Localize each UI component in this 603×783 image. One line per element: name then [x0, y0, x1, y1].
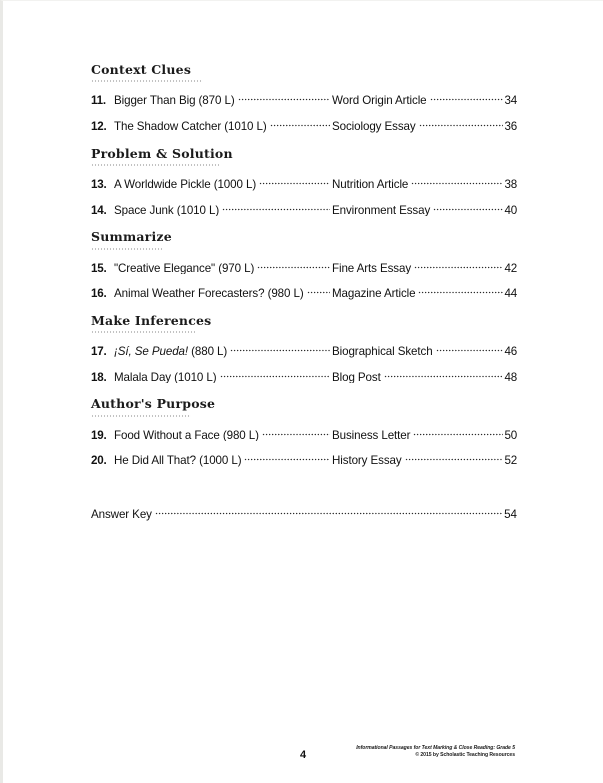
leader-dots	[436, 346, 503, 355]
answer-key-page-number: 54	[504, 507, 517, 521]
leader-dots	[419, 121, 503, 130]
section-heading-rule	[91, 80, 203, 82]
leader-dots	[155, 509, 502, 518]
leader-dots	[259, 179, 330, 188]
toc-entry[interactable]	[91, 372, 517, 384]
toc-section	[91, 63, 517, 133]
leader-dots	[238, 95, 330, 104]
section-entry-list	[91, 263, 517, 300]
entry-genre-cell	[332, 263, 505, 275]
entry-title-cell	[114, 346, 332, 358]
entry-title: A Worldwide Pickle (1000 L)	[114, 178, 257, 191]
answer-key-label: Answer Key	[91, 507, 152, 521]
entry-title-italic: ¡Sí, Se Pueda!	[114, 346, 189, 358]
entry-page-number: 52	[504, 454, 517, 468]
entry-title-cell	[114, 121, 332, 133]
leader-dots	[220, 372, 331, 381]
entry-genre: Business Letter	[332, 429, 411, 442]
entry-genre-cell	[332, 95, 505, 107]
entry-title-cell	[114, 179, 332, 191]
toc-entry[interactable]	[91, 179, 517, 191]
section-heading-rule	[91, 164, 219, 166]
entry-title: The Shadow Catcher (1010 L)	[114, 120, 267, 133]
entry-title: Malala Day (1010 L)	[114, 371, 217, 384]
entry-number: 16.	[91, 287, 107, 301]
entry-genre: Fine Arts Essay	[332, 262, 412, 275]
entry-title: "Creative Elegance" (970 L)	[114, 262, 255, 275]
page-number: 4	[299, 749, 307, 761]
entry-page-number: 40	[504, 203, 517, 217]
toc-entry[interactable]	[91, 346, 517, 358]
entry-page-number: 50	[504, 428, 517, 442]
leader-dots	[384, 372, 503, 381]
entry-page-number: 42	[504, 261, 517, 275]
section-entry-list	[91, 179, 517, 216]
entry-number: 11.	[91, 94, 106, 108]
entry-title: Animal Weather Forecasters? (980 L)	[114, 288, 304, 300]
leader-dots	[307, 288, 330, 297]
toc-entry[interactable]	[91, 205, 517, 217]
leader-dots	[413, 430, 502, 439]
entry-title-cell	[114, 372, 332, 384]
entry-genre-cell	[332, 205, 505, 217]
entry-title-cell	[114, 288, 332, 300]
section-entry-list	[91, 430, 517, 467]
section-heading: Make Inferences	[91, 312, 212, 328]
toc-section	[91, 147, 517, 217]
entry-page-number: 38	[504, 177, 517, 191]
entry-title: Bigger Than Big (870 L)	[114, 95, 235, 107]
entry-page-number: 34	[504, 94, 517, 108]
entry-title-cell	[114, 95, 332, 107]
entry-page-number: 44	[504, 287, 517, 301]
leader-dots	[405, 455, 503, 464]
entry-title: Food Without a Face (980 L)	[114, 429, 259, 442]
section-entry-list	[91, 346, 517, 383]
entry-page-number: 36	[504, 119, 517, 133]
entry-genre-cell	[332, 430, 505, 442]
entry-title: Space Junk (1010 L)	[114, 204, 220, 217]
table-of-contents	[91, 63, 517, 521]
footer-credit	[356, 745, 515, 760]
entry-genre: Environment Essay	[332, 204, 431, 217]
leader-dots	[244, 455, 330, 464]
entry-genre-cell	[332, 179, 505, 191]
entry-title: He Did All That? (1000 L)	[114, 455, 242, 467]
entry-genre-cell	[332, 455, 505, 467]
entry-genre: Magazine Article	[332, 288, 416, 300]
entry-genre-cell	[332, 372, 505, 384]
footer-copyright-line: © 2015 by Scholastic Teaching Resources	[415, 752, 515, 759]
entry-genre-cell	[332, 121, 505, 133]
leader-dots	[270, 121, 330, 130]
entry-genre: History Essay	[332, 455, 402, 467]
entry-title-cell	[114, 263, 332, 275]
entry-number: 17.	[91, 345, 107, 359]
leader-dots	[262, 430, 330, 439]
section-heading: Summarize	[91, 229, 172, 245]
entry-genre: Blog Post	[332, 371, 381, 384]
section-heading: Problem & Solution	[91, 145, 233, 161]
leader-dots	[414, 263, 502, 272]
leader-dots	[411, 179, 502, 188]
entry-number: 14.	[91, 203, 107, 217]
footer-title-line: Informational Passages for Text Marking & Close Reading: Grade 5	[356, 745, 515, 751]
toc-entry[interactable]	[91, 95, 517, 107]
leader-dots	[257, 263, 330, 272]
entry-number: 15.	[91, 261, 107, 275]
section-heading-rule	[91, 248, 163, 250]
entry-number: 20.	[91, 454, 107, 468]
entry-number: 19.	[91, 428, 107, 442]
entry-genre: Sociology Essay	[332, 120, 416, 133]
leader-dots	[222, 205, 330, 214]
entry-number: 13.	[91, 177, 107, 191]
entry-title-rest: (880 L)	[188, 346, 228, 358]
answer-key-entry[interactable]	[91, 508, 517, 521]
entry-page-number: 48	[504, 370, 517, 384]
entry-genre: Nutrition Article	[332, 178, 409, 191]
entry-title-cell	[114, 455, 332, 467]
toc-section	[91, 230, 517, 300]
leader-dots	[418, 288, 502, 297]
entry-title-cell	[114, 205, 332, 217]
entry-genre-cell	[332, 346, 505, 358]
entry-title-cell	[114, 430, 332, 442]
toc-entry[interactable]	[91, 455, 517, 467]
entry-page-number: 46	[504, 345, 517, 359]
toc-entry[interactable]	[91, 121, 517, 133]
leader-dots	[433, 205, 502, 214]
toc-section	[91, 314, 517, 384]
entry-title	[114, 346, 227, 358]
leader-dots	[230, 346, 330, 355]
leader-dots	[430, 95, 503, 104]
section-heading-rule	[91, 331, 195, 333]
toc-entry[interactable]	[91, 430, 517, 442]
section-heading: Author's Purpose	[91, 396, 216, 412]
section-heading: Context Clues	[91, 62, 192, 77]
entry-genre: Word Origin Article	[332, 95, 427, 107]
entry-genre-cell	[332, 288, 505, 300]
section-heading-rule	[91, 415, 191, 417]
section-entry-list	[91, 95, 517, 132]
entry-number: 12.	[91, 119, 107, 133]
toc-section	[91, 397, 517, 467]
entry-genre: Biographical Sketch	[332, 346, 433, 358]
toc-entry[interactable]	[91, 288, 517, 300]
toc-entry[interactable]	[91, 263, 517, 275]
entry-number: 18.	[91, 370, 107, 384]
